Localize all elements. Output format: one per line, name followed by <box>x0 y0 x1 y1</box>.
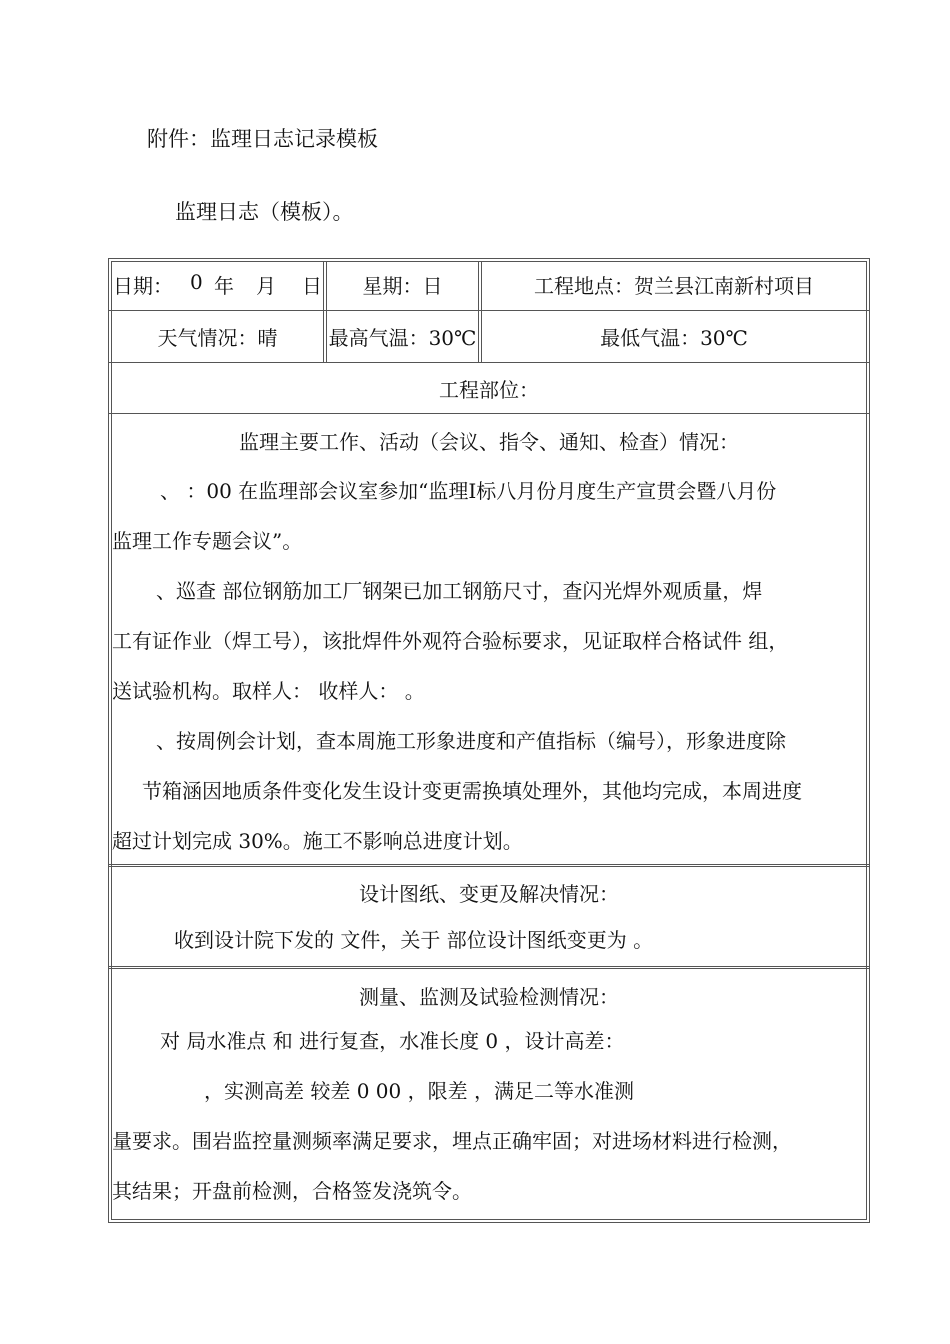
row-divider <box>109 310 869 311</box>
survey-line: 其结果；开盘前检测，合格签发浇筑令。 <box>112 1179 472 1203</box>
survey-line: 量要求。围岩监控量测频率满足要求，埋点正确牢固；对进场材料进行检测， <box>112 1129 792 1153</box>
col-divider <box>323 261 324 362</box>
row-divider <box>109 413 869 414</box>
date-label: 日期： <box>113 274 173 298</box>
main-work-line: 工有证作业（焊工号），该批焊件外观符合验标要求，见证取样合格试件 组， <box>112 629 789 653</box>
row-divider <box>109 362 869 363</box>
main-work-line: 超过计划完成 30%。施工不影响总进度计划。 <box>112 829 523 853</box>
date-year-unit: 年 <box>214 274 234 298</box>
main-work-line: 、按周例会计划，查本周施工形象进度和产值指标（编号），形象进度除 <box>156 729 786 753</box>
weekday-cell: 星期：日 <box>362 274 443 298</box>
design-line: 收到设计院下发的 文件，关于 部位设计图纸变更为 。 <box>174 928 654 952</box>
main-work-heading: 监理主要工作、活动（会议、指令、通知、检查）情况： <box>239 430 739 454</box>
attachment-title: 附件：监理日志记录模板 <box>147 127 378 151</box>
row-divider <box>109 966 869 969</box>
main-work-line: 监理工作专题会议”。 <box>112 529 303 553</box>
survey-line: 对 局水准点 和 进行复查，水准长度 0 ，设计高差： <box>160 1029 625 1053</box>
log-title: 监理日志（模板）。 <box>175 200 354 224</box>
weather-cell: 天气情况：晴 <box>157 326 278 350</box>
survey-heading: 测量、监测及试验检测情况： <box>359 985 619 1009</box>
design-heading: 设计图纸、变更及解决情况： <box>359 882 619 906</box>
location-cell: 工程地点：贺兰县江南新村项目 <box>534 274 814 298</box>
main-work-line: 、巡查 部位钢筋加工厂钢架已加工钢筋尺寸，查闪光焊外观质量，焊 <box>156 579 763 603</box>
project-part-label: 工程部位： <box>439 378 539 402</box>
date-day-unit: 日 <box>302 274 322 298</box>
main-work-line: 节箱涵因地质条件变化发生设计变更需换填处理外，其他均完成，本周进度 <box>142 779 802 803</box>
date-year: 0 <box>190 270 203 294</box>
survey-line: ，实测高差 较差 0 00 ，限差 ，满足二等水准测 <box>204 1079 634 1103</box>
max-temp-cell: 最高气温：30℃ <box>328 326 477 350</box>
main-work-line: 、 ：00 在监理部会议室参加“监理Ⅰ标八月份月度生产宣贯会暨八月份 <box>160 479 777 503</box>
min-temp-cell: 最低气温：30℃ <box>600 326 748 350</box>
main-work-line: 送试验机构。取样人： 收样人： 。 <box>112 679 425 703</box>
col-divider <box>478 261 479 362</box>
date-month-unit: 月 <box>256 274 276 298</box>
